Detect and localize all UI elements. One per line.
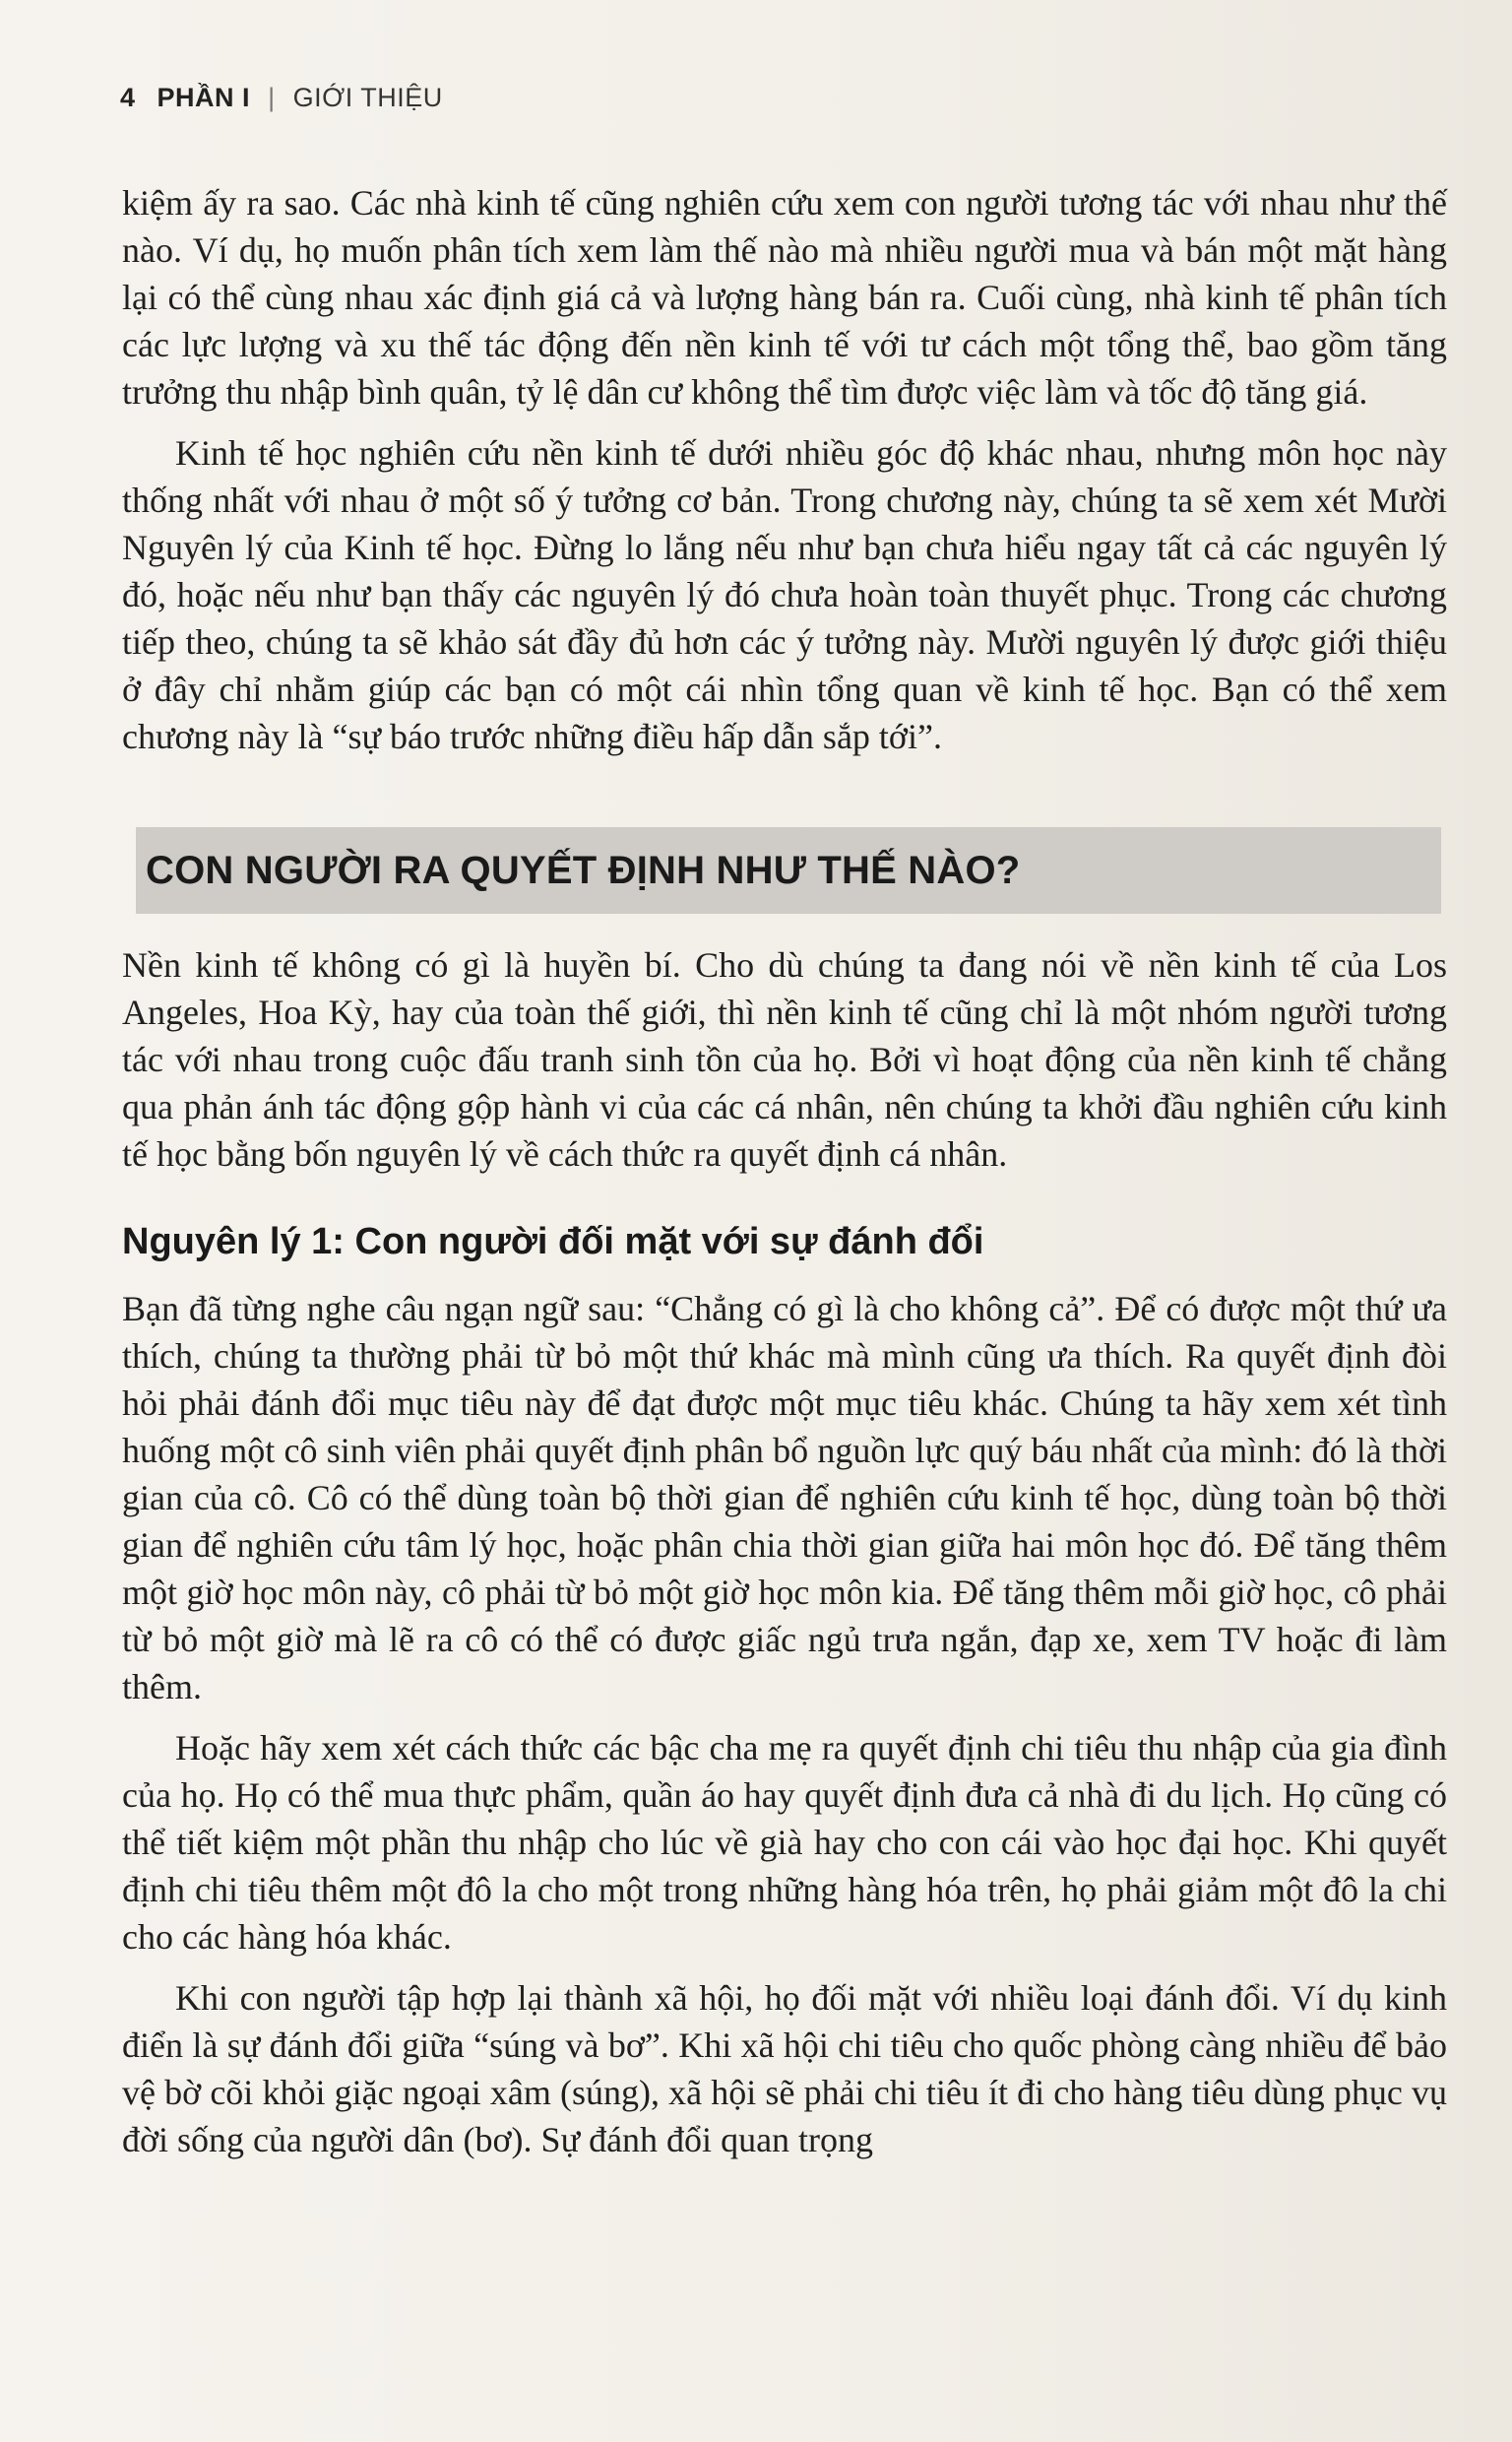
header-separator: |: [268, 83, 276, 112]
section-paragraph: Nền kinh tế không có gì là huyền bí. Cho dù chúng ta đang nói về nền kinh tế của Los Angeles, Hoa Kỳ, hay của toàn thế giới, thì nền kinh tế cũng chỉ là một nhóm người tương tác với nhau trong cuộc đấu tranh sinh tồn của họ. Bởi vì hoạt động của nền kinh tế chẳng qua phản ánh tác động gộp hành vi của các cá nhân, nên chúng ta khởi đầu nghiên cứu kinh tế học bằng bốn nguyên lý về cách thức ra quyết định cá nhân.: [122, 945, 1447, 1174]
section-title: CON NGƯỜI RA QUYẾT ĐỊNH NHƯ THẾ NÀO?: [146, 848, 1021, 892]
intro-paragraph-1: kiệm ấy ra sao. Các nhà kinh tế cũng nghiên cứu xem con người tương tác với nhau như thế nào. Ví dụ, họ muốn phân tích xem làm thế nào mà nhiều người mua và bán một mặt hàng lại có thể cùng nhau xác định giá cả và lượng hàng bán ra. Cuối cùng, nhà kinh tế phân tích các lực lượng và xu thế tác động đến nền kinh tế với tư cách một tổng thể, bao gồm tăng trưởng thu nhập bình quân, tỷ lệ dân cư không thể tìm được việc làm và tốc độ tăng giá.: [122, 183, 1447, 412]
principle-1-heading: Nguyên lý 1: Con người đối mặt với sự đánh đổi: [122, 1221, 984, 1262]
part-label: PHẦN I: [157, 83, 251, 112]
page-body: [122, 179, 1447, 2163]
principle-1-paragraph-1: Bạn đã từng nghe câu ngạn ngữ sau: “Chẳng có gì là cho không cả”. Để có được một thứ ưa thích, chúng ta thường phải từ bỏ một thứ khác mà mình cũng ưa thích. Ra quyết định đòi hỏi phải đánh đổi mục tiêu này để đạt được một mục tiêu khác. Chúng ta hãy xem xét tình huống một cô sinh viên phải quyết định phân bổ nguồn lực quý báu nhất của mình: đó là thời gian của cô. Cô có thể dùng toàn bộ thời gian để nghiên cứu kinh tế học, dùng toàn bộ thời gian để nghiên cứu tâm lý học, hoặc phân chia thời gian giữa hai môn học đó. Để tăng thêm một giờ học môn này, cô phải từ bỏ một giờ học môn kia. Để tăng thêm mỗi giờ học, cô phải từ bỏ một giờ mà lẽ ra cô có thể có được giấc ngủ trưa ngắn, đạp xe, xem TV hoặc đi làm thêm.: [122, 1289, 1447, 1706]
principle-1-paragraph-3: Khi con người tập hợp lại thành xã hội, họ đối mặt với nhiều loại đánh đổi. Ví dụ kinh điển là sự đánh đổi giữa “súng và bơ”. Khi xã hội chi tiêu cho quốc phòng càng nhiều để bảo vệ bờ cõi khỏi giặc ngoại xâm (súng), xã hội sẽ phải chi tiêu ít đi cho hàng tiêu dùng phục vụ đời sống của người dân (bơ). Sự đánh đổi quan trọng: [122, 1978, 1447, 2159]
intro-paragraph-2: Kinh tế học nghiên cứu nền kinh tế dưới nhiều góc độ khác nhau, nhưng môn học này thống nhất với nhau ở một số ý tưởng cơ bản. Trong chương này, chúng ta sẽ xem xét Mười Nguyên lý của Kinh tế học. Đừng lo lắng nếu như bạn chưa hiểu ngay tất cả các nguyên lý đó, hoặc nếu như bạn thấy các nguyên lý đó chưa hoàn toàn thuyết phục. Trong các chương tiếp theo, chúng ta sẽ khảo sát đầy đủ hơn các ý tưởng này. Mười nguyên lý được giới thiệu ở đây chỉ nhằm giúp các bạn có một cái nhìn tổng quan về kinh tế học. Bạn có thể xem chương này là “sự báo trước những điều hấp dẫn sắp tới”.: [122, 433, 1447, 756]
principle-1-paragraph-2: Hoặc hãy xem xét cách thức các bậc cha mẹ ra quyết định chi tiêu thu nhập của gia đình của họ. Họ có thể mua thực phẩm, quần áo hay quyết định đưa cả nhà đi du lịch. Họ cũng có thể tiết kiệm một phần thu nhập cho lúc về già hay cho con cái vào học đại học. Khi quyết định chi tiêu thêm một đô la cho một trong những hàng hóa trên, họ phải giảm một đô la chi cho các hàng hóa khác.: [122, 1728, 1447, 1957]
running-header: [120, 83, 443, 113]
chapter-label: GIỚI THIỆU: [292, 83, 443, 112]
page-number: 4: [120, 83, 136, 112]
section-heading-band: [136, 827, 1441, 914]
